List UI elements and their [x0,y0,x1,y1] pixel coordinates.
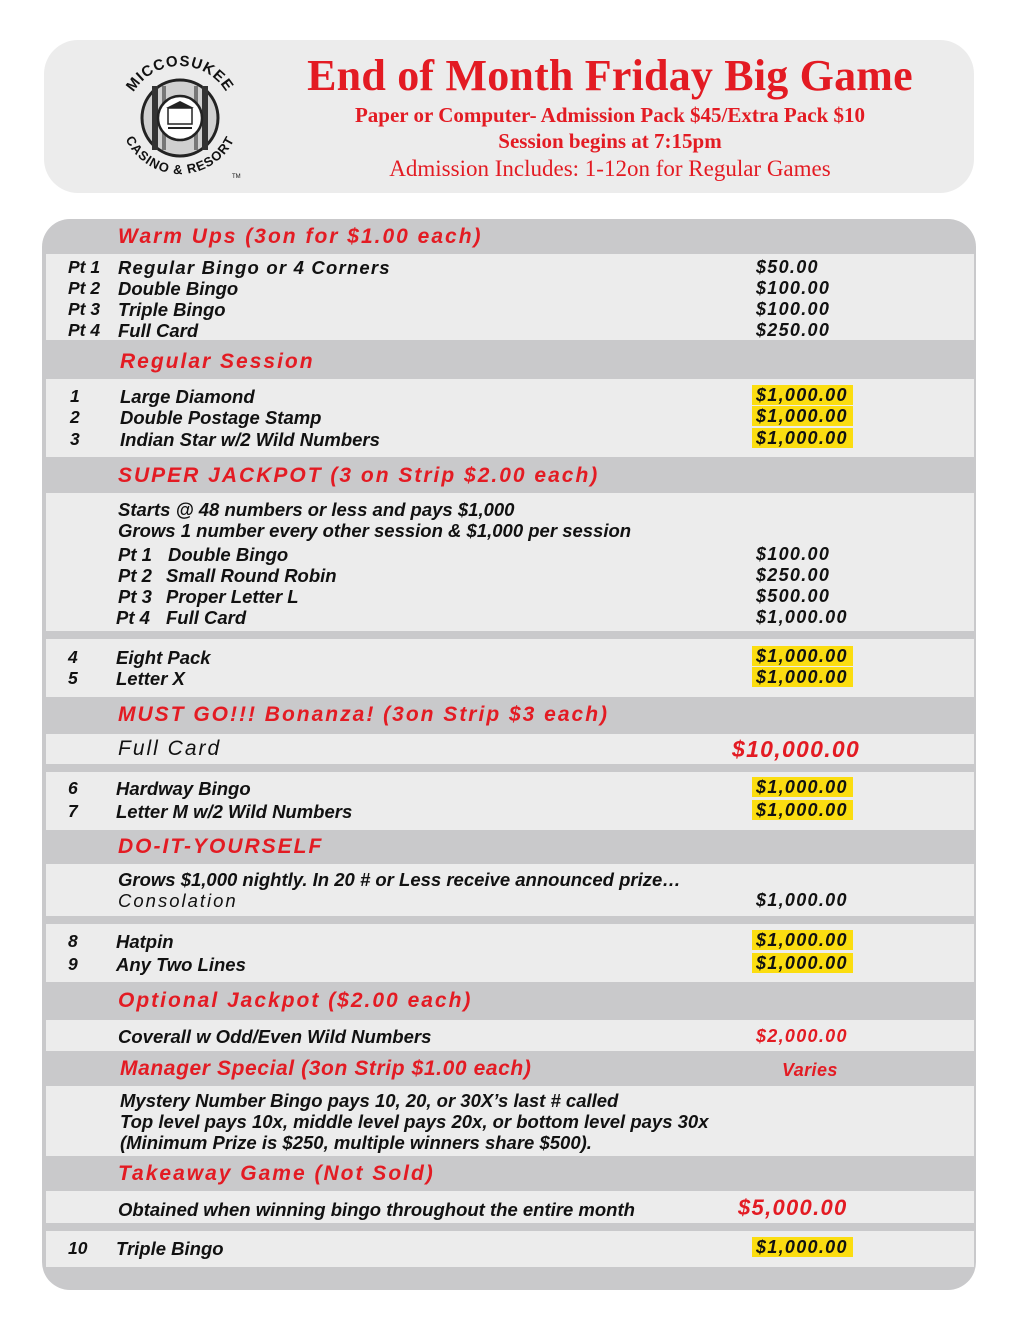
game-name: Hatpin [116,931,174,952]
game-name: Large Diamond [120,386,255,407]
game-prize: $1,000.00 [756,890,848,910]
game-prize: $250.00 [756,565,831,585]
section-title-diy: DO-IT-YOURSELF [118,835,324,858]
manager-special-prize: Varies [782,1060,838,1080]
game-prize [752,1237,853,1258]
game-number: Pt 4 [68,320,101,340]
game-number: 8 [68,931,78,951]
game-name: Full Card [166,607,247,628]
section-title-optional-jackpot: Optional Jackpot ($2.00 each) [118,989,473,1012]
game-number: 4 [68,647,78,667]
game-number: 3 [70,429,80,449]
game-number: 9 [68,954,78,974]
section-title-must-go: MUST GO!!! Bonanza! (3on Strip $3 each) [118,703,610,726]
game-schedule-panel [42,219,976,1290]
manager-special-desc: Top level pays 10x, middle level pays 20x, or bottom level pays 30x [120,1111,709,1132]
game-name: Triple Bingo [118,299,226,320]
game-number: 1 [70,386,80,406]
game-name: Full Card [118,320,199,341]
game-name: Hardway Bingo [116,778,251,799]
game-prize [752,646,853,667]
prize-highlight: $1,000.00 [752,1237,853,1257]
game-number: 6 [68,778,78,798]
game-number: Pt 1 [118,544,152,565]
game-prize: $1,000.00 [756,607,848,627]
game-prize [752,953,853,974]
game-prize: $100.00 [756,299,831,319]
game-number: Pt 1 [68,257,101,277]
game-prize [752,930,853,951]
game-prize: $5,000.00 [738,1195,848,1220]
game-name: Indian Star w/2 Wild Numbers [120,429,380,450]
manager-special-desc: (Minimum Prize is $250, multiple winners share $500). [120,1132,592,1153]
section-title-takeaway: Takeaway Game (Not Sold) [118,1162,435,1185]
prize-highlight: $1,000.00 [752,930,853,950]
game-prize: $250.00 [756,320,831,340]
manager-special-desc: Mystery Number Bingo pays 10, 20, or 30X’s last # called [120,1090,619,1111]
game-name: Letter M w/2 Wild Numbers [116,801,353,822]
game-name: Proper Letter L [166,586,299,607]
game-name: Double Postage Stamp [120,407,322,428]
logo-tm: TM [232,174,241,180]
game-number: Pt 2 [118,565,152,586]
consolation-label: Consolation [118,890,238,911]
admission-line: Paper or Computer- Admission Pack $45/Extra Pack $10 [354,103,865,127]
prize-highlight: $1,000.00 [752,646,853,666]
miccosukee-logo [104,44,256,186]
game-number: 10 [68,1238,88,1258]
section-title-warmups: Warm Ups (3on for $1.00 each) [118,225,483,248]
super-jackpot-desc: Grows 1 number every other session & $1,000 per session [118,520,632,541]
section-title-manager-special: Manager Special (3on Strip $1.00 each) [120,1057,532,1080]
game-name: Full Card [118,737,222,760]
game-prize: $100.00 [756,278,831,298]
game-name: Coverall w Odd/Even Wild Numbers [118,1026,432,1047]
game-number: 5 [68,668,78,688]
game-name: Regular Bingo or 4 Corners [118,257,391,278]
game-prize [752,667,853,688]
game-prize [752,385,853,406]
super-jackpot-desc: Starts @ 48 numbers or less and pays $1,000 [118,499,515,520]
logo-top-text: MICCOSUKEE [122,52,238,95]
prize-highlight: $1,000.00 [752,428,853,448]
prize-highlight: $1,000.00 [752,667,853,687]
section-title-regular: Regular Session [120,350,315,373]
game-name: Small Round Robin [166,565,337,586]
section-title-super-jackpot: SUPER JACKPOT (3 on Strip $2.00 each) [118,464,600,487]
game-name: Eight Pack [116,647,211,668]
game-name: Triple Bingo [116,1238,224,1259]
game-prize: $50.00 [756,257,819,277]
logo-bottom-text: CASINO & RESORT [122,133,238,178]
game-name: Double Bingo [168,544,289,565]
game-prize [752,800,853,821]
game-name: Double Bingo [118,278,239,299]
prize-highlight: $1,000.00 [752,953,853,973]
game-prize [752,406,853,427]
game-number: 7 [68,801,78,821]
game-prize: $500.00 [756,586,831,606]
game-name: Obtained when winning bingo throughout the entire month [118,1199,635,1220]
game-prize: $2,000.00 [756,1026,848,1046]
game-number: Pt 3 [118,586,152,607]
game-prize [752,777,853,798]
game-prize: $100.00 [756,544,831,564]
prize-highlight: $1,000.00 [752,385,853,405]
game-number: Pt 2 [68,278,101,298]
game-name: Letter X [116,668,185,689]
prize-highlight: $1,000.00 [752,800,853,820]
prize-highlight: $1,000.00 [752,777,853,797]
game-name: Any Two Lines [116,954,246,975]
diy-desc: Grows $1,000 nightly. In 20 # or Less receive announced prize… [118,869,681,890]
page-title: End of Month Friday Big Game [307,51,913,100]
game-prize [752,428,853,449]
game-number: Pt 3 [68,299,101,319]
prize-highlight: $1,000.00 [752,406,853,426]
game-number: Pt 4 [116,607,150,628]
game-prize: $10,000.00 [732,736,861,762]
admission-includes-line: Admission Includes: 1-12on for Regular Games [389,156,831,181]
game-number: 2 [70,407,80,427]
session-time-line: Session begins at 7:15pm [498,129,722,153]
